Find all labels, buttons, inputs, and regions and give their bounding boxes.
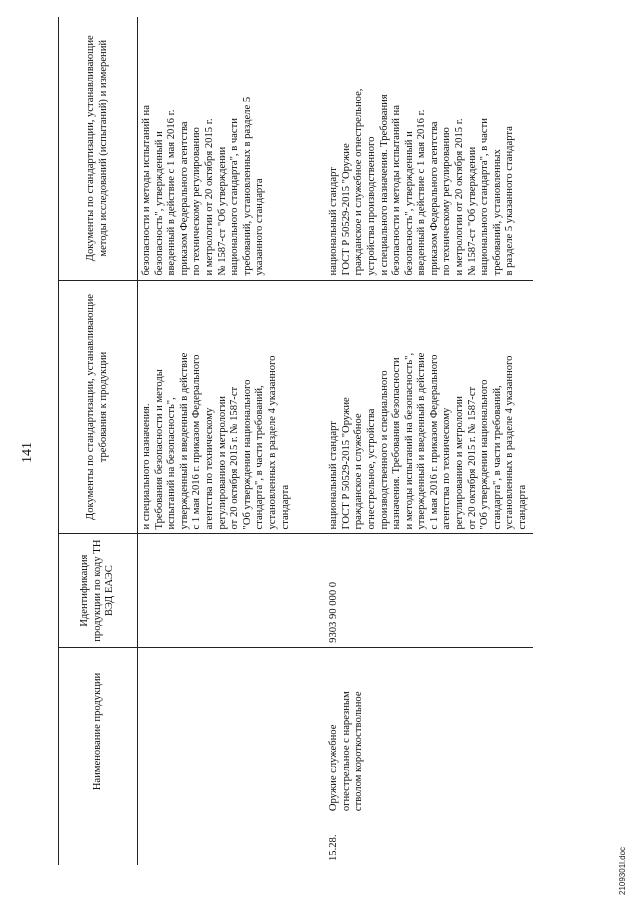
header-tn-ved-code: Идентификация продукции по коду ТН ВЭД ЕАЭС bbox=[59, 534, 138, 647]
table-row bbox=[325, 17, 533, 865]
row-spacer bbox=[295, 17, 325, 865]
method-docs: безопасности и методы испытаний на безопасность", утвержденный и введенный в действие с 1 мая 2016 г. приказом Федерального агентства по техническому регулированию и метрологии от 20 октября 2015 г. № 1587-ст "Об утверждении национального стандарта", в части требований, установленных в разделе 5 указанного стандарта bbox=[141, 96, 266, 276]
row-number bbox=[138, 815, 296, 865]
method-docs: национальный стандарт ГОСТ Р 50529-2015 "Оружие гражданское и служебное огнестрельное, устройства производственного и специального назначения. Требования безопасности и методы испытаний на безопасность", утвержденный и введенный в действие с 1 мая 2016 г. приказом Федерального агентства по техническому регулированию и метрологии от 20 октября 2015 г. № 1587-ст "Об утверждении национального стандарта", в части требований, установленных в разделе 5 указанного стандарта bbox=[328, 88, 516, 276]
tn-ved-code: 9303 90 000 0 bbox=[325, 534, 533, 647]
file-stamp: 2109301l.doc bbox=[618, 846, 627, 895]
tn-ved-code bbox=[138, 534, 296, 647]
table-row bbox=[138, 17, 296, 865]
header-method-docs: Документы по стандартизации, устанавливающие методы исследований (испытаний) и измерений bbox=[59, 17, 138, 280]
header-product-name: Наименование продукции bbox=[59, 647, 138, 815]
page-number: 141 bbox=[20, 442, 35, 463]
table-header-row bbox=[59, 17, 138, 865]
row-number: 15.28. bbox=[328, 834, 340, 861]
standards-table bbox=[58, 17, 533, 865]
header-requirement-docs: Документы по стандартизации, устанавливающие требования к продукции bbox=[59, 280, 138, 534]
product-name: Оружие служебное огнестрельное с нарезным стволом короткоствольное bbox=[325, 647, 533, 815]
product-name bbox=[138, 647, 296, 815]
requirement-docs: и специального назначения. Требования безопасности и методы испытаний на безопасность", утвержденный и введенный в действие с 1 мая 2016 г. приказом Федерального агентства по техническому регулированию и метрологии от 20 октября 2015 г. № 1587-ст "Об утверждении национального стандарта", в части требований, установленных в разделе 4 указанного стандарта bbox=[138, 280, 296, 534]
requirement-docs: национальный стандарт ГОСТ Р 50529-2015 "Оружие гражданское и служебное огнестрельное, устройства производственного и специального назначения. Требования безопасности и методы испытаний на безопасность", утвержденный и введенный в действие с 1 мая 2016 г. приказом Федерального агентства по техническому регулированию и метрологии от 20 октября 2015 г. № 1587-ст "Об утверждении национального стандарта", в части требований, установленных в разделе 4 указанного стандарта bbox=[325, 280, 533, 534]
header-number bbox=[59, 815, 138, 865]
